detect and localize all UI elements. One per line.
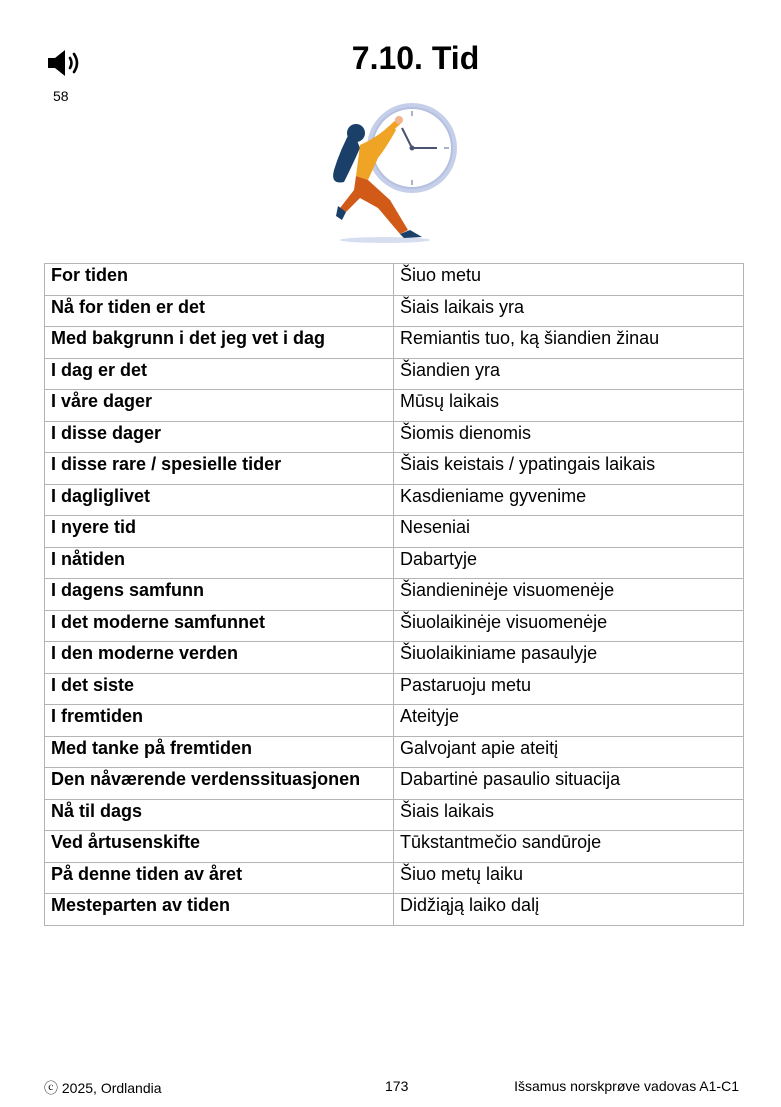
norwegian-phrase: I disse dager bbox=[45, 421, 394, 453]
norwegian-phrase: Den nåværende verdenssituasjonen bbox=[45, 768, 394, 800]
norwegian-phrase: Nå for tiden er det bbox=[45, 295, 394, 327]
norwegian-phrase: I dagens samfunn bbox=[45, 579, 394, 611]
norwegian-phrase: I nåtiden bbox=[45, 547, 394, 579]
table-row bbox=[45, 327, 744, 359]
table-row bbox=[45, 579, 744, 611]
lithuanian-translation: Kasdieniame gyvenime bbox=[394, 484, 744, 516]
norwegian-phrase: I disse rare / spesielle tider bbox=[45, 453, 394, 485]
lithuanian-translation: Remiantis tuo, ką šiandien žinau bbox=[394, 327, 744, 359]
table-row bbox=[45, 673, 744, 705]
table-row bbox=[45, 264, 744, 296]
norwegian-phrase: I våre dager bbox=[45, 390, 394, 422]
lithuanian-translation: Didžiąją laiko dalį bbox=[394, 894, 744, 926]
norwegian-phrase: Ved årtusenskifte bbox=[45, 831, 394, 863]
norwegian-phrase: I det siste bbox=[45, 673, 394, 705]
lithuanian-translation: Neseniai bbox=[394, 516, 744, 548]
book-title: Išsamus norskprøve vadovas A1-C1 bbox=[514, 1078, 739, 1094]
lithuanian-translation: Dabartyje bbox=[394, 547, 744, 579]
page-number: 173 bbox=[385, 1078, 409, 1094]
norwegian-phrase: For tiden bbox=[45, 264, 394, 296]
page-title: 7.10. Tid bbox=[351, 40, 480, 76]
norwegian-phrase: I dagliglivet bbox=[45, 484, 394, 516]
lithuanian-translation: Šiais laikais bbox=[394, 799, 744, 831]
lithuanian-translation: Šiais keistais / ypatingais laikais bbox=[394, 453, 744, 485]
norwegian-phrase: Nå til dags bbox=[45, 799, 394, 831]
lithuanian-translation: Šiandien yra bbox=[394, 358, 744, 390]
audio-track-number: 58 bbox=[53, 88, 69, 104]
norwegian-phrase: Med bakgrunn i det jeg vet i dag bbox=[45, 327, 394, 359]
lithuanian-translation: Šiomis dienomis bbox=[394, 421, 744, 453]
table-row bbox=[45, 799, 744, 831]
lithuanian-translation: Mūsų laikais bbox=[394, 390, 744, 422]
table-row bbox=[45, 610, 744, 642]
table-row bbox=[45, 894, 744, 926]
lithuanian-translation: Šiandieninėje visuomenėje bbox=[394, 579, 744, 611]
norwegian-phrase: Med tanke på fremtiden bbox=[45, 736, 394, 768]
table-row bbox=[45, 421, 744, 453]
table-row bbox=[45, 705, 744, 737]
lithuanian-translation: Šiuolaikinėje visuomenėje bbox=[394, 610, 744, 642]
table-row bbox=[45, 516, 744, 548]
table-row bbox=[45, 768, 744, 800]
lithuanian-translation: Galvojant apie ateitį bbox=[394, 736, 744, 768]
table-row bbox=[45, 642, 744, 674]
norwegian-phrase: I den moderne verden bbox=[45, 642, 394, 674]
table-row bbox=[45, 484, 744, 516]
lithuanian-translation: Tūkstantmečio sandūroje bbox=[394, 831, 744, 863]
norwegian-phrase: I nyere tid bbox=[45, 516, 394, 548]
table-row bbox=[45, 862, 744, 894]
lithuanian-translation: Šiuo metų laiku bbox=[394, 862, 744, 894]
lithuanian-translation: Šiuolaikiniame pasaulyje bbox=[394, 642, 744, 674]
lithuanian-translation: Ateityje bbox=[394, 705, 744, 737]
norwegian-phrase: Mesteparten av tiden bbox=[45, 894, 394, 926]
lithuanian-translation: Dabartinė pasaulio situacija bbox=[394, 768, 744, 800]
lithuanian-translation: Šiuo metu bbox=[394, 264, 744, 296]
norwegian-phrase: I dag er det bbox=[45, 358, 394, 390]
table-row bbox=[45, 453, 744, 485]
norwegian-phrase: På denne tiden av året bbox=[45, 862, 394, 894]
lithuanian-translation: Šiais laikais yra bbox=[394, 295, 744, 327]
copyright: ⓒ 2025, Ordlandia bbox=[44, 1080, 162, 1096]
table-row bbox=[45, 295, 744, 327]
norwegian-phrase: I fremtiden bbox=[45, 705, 394, 737]
table-row bbox=[45, 831, 744, 863]
woman-carrying-clock-illustration bbox=[330, 100, 460, 246]
table-row bbox=[45, 547, 744, 579]
table-row bbox=[45, 736, 744, 768]
norwegian-phrase: I det moderne samfunnet bbox=[45, 610, 394, 642]
vocabulary-table bbox=[44, 263, 744, 926]
lithuanian-translation: Pastaruoju metu bbox=[394, 673, 744, 705]
table-row bbox=[45, 390, 744, 422]
table-row bbox=[45, 358, 744, 390]
